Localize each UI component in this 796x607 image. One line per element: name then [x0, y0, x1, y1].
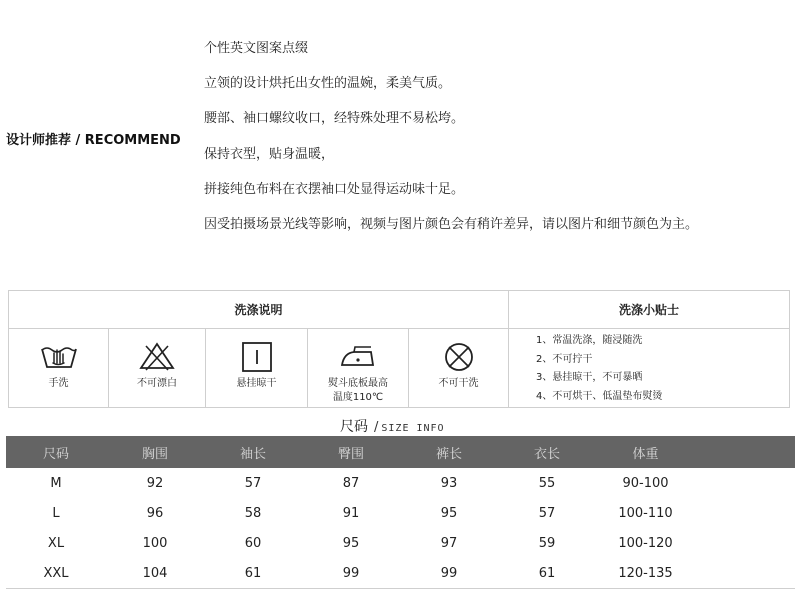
recommend-line: 保持衣型，贴身温暖，: [204, 146, 335, 162]
size-col-header: 臀围: [302, 436, 400, 468]
size-col-header-empty: [695, 436, 795, 468]
size-cell: 87: [342, 475, 360, 491]
care-item-no-dry-clean: [409, 329, 509, 407]
recommend-text-block: [204, 40, 698, 251]
size-cell: XL: [47, 535, 65, 551]
size-col-header: 裤长: [400, 436, 498, 468]
care-item-label: 悬挂晾干: [236, 378, 277, 389]
size-table: [6, 436, 795, 589]
size-title-en: SIZE INFO: [381, 423, 445, 434]
size-col-header: 体重: [596, 436, 695, 468]
size-title-cn: 尺码: [340, 419, 368, 435]
size-cell: M: [50, 475, 62, 491]
recommend-line: 个性英文图案点缀: [204, 41, 309, 56]
table-row: [6, 528, 795, 558]
recommend-heading: 设计师推荐 / RECOMMEND: [6, 133, 181, 148]
care-tip: 4、不可烘干、低温垫布熨烫: [536, 390, 663, 402]
size-cell: 90-100: [622, 475, 669, 491]
care-tip: 2、不可拧干: [536, 353, 593, 365]
care-item-label: 不可干洗: [438, 378, 479, 389]
size-col-header: 尺码: [6, 436, 106, 468]
size-cell: 96: [146, 505, 164, 521]
recommend-line: 立领的设计烘托出女性的温婉，柔美气质。: [204, 76, 452, 92]
care-instructions-table: [8, 290, 790, 408]
size-cell: 100: [142, 535, 168, 551]
hand-wash-icon: [39, 341, 79, 371]
size-cell-empty: [695, 498, 795, 528]
recommend-line: 腰部、袖口螺纹收口，经特殊处理不易松垮。: [204, 111, 465, 127]
size-cell: 61: [204, 558, 302, 589]
size-cell: 100-110: [618, 505, 673, 521]
care-item-label: 手洗: [48, 378, 69, 389]
size-cell: 100-120: [618, 535, 673, 551]
iron-icon: [338, 341, 378, 371]
hang-dry-icon: [237, 341, 277, 373]
care-tip: 3、悬挂晾干，不可暴晒: [536, 372, 643, 383]
table-row: [6, 468, 795, 498]
size-cell-empty: [695, 528, 795, 558]
size-col-header: 胸围: [106, 436, 204, 468]
table-row: [6, 558, 795, 589]
size-cell-empty: [695, 468, 795, 498]
size-cell: L: [52, 505, 60, 521]
size-table-header-row: [6, 436, 795, 468]
size-cell: 95: [440, 505, 458, 521]
size-cell: 92: [146, 475, 164, 491]
care-item-hand-wash: [9, 329, 109, 407]
size-cell-empty: [695, 558, 795, 589]
care-tip: 1、常温洗涤，随浸随洗: [536, 335, 643, 346]
size-cell: 93: [440, 475, 458, 491]
size-col-header: 衣长: [498, 436, 596, 468]
no-tumble-dry-icon: [439, 341, 479, 373]
size-cell: 91: [342, 505, 360, 521]
care-symbol-row: [9, 329, 509, 407]
recommend-line: 拼接纯色布料在衣摆袖口处显得运动味十足。: [204, 181, 465, 197]
recommend-line: 因受拍摄场景光线等影响，视频与图片颜色会有稍许差异，请以图片和细节颜色为主。: [204, 216, 699, 232]
table-row: [6, 498, 795, 528]
size-title-slash: /: [374, 420, 379, 435]
size-cell: 99: [302, 558, 400, 589]
care-header-tips: 洗涤小贴士: [509, 291, 789, 329]
size-cell: 57: [244, 475, 262, 491]
care-item-hang-dry: [206, 329, 308, 407]
size-cell: 95: [342, 535, 360, 551]
size-cell: XXL: [6, 558, 106, 589]
care-item-label: 不可漂白: [137, 378, 177, 389]
size-cell: 57: [538, 505, 556, 521]
care-item-label: 熨斗底板最高 温度110℃: [328, 378, 388, 403]
size-cell: 55: [538, 475, 556, 491]
care-item-no-bleach: [109, 329, 206, 407]
size-cell: 99: [400, 558, 498, 589]
size-cell: 120-135: [596, 558, 695, 589]
care-header-wash: 洗涤说明: [9, 291, 509, 329]
size-cell: 60: [244, 535, 262, 551]
size-cell: 61: [498, 558, 596, 589]
no-bleach-icon: [137, 341, 177, 371]
care-item-iron: [308, 329, 409, 407]
size-cell: 97: [440, 535, 458, 551]
size-cell: 58: [244, 505, 262, 521]
size-info-title: [340, 416, 445, 436]
size-cell: 104: [106, 558, 204, 589]
size-cell: 59: [538, 535, 556, 551]
size-col-header: 袖长: [204, 436, 302, 468]
care-tips-list: [536, 333, 662, 407]
